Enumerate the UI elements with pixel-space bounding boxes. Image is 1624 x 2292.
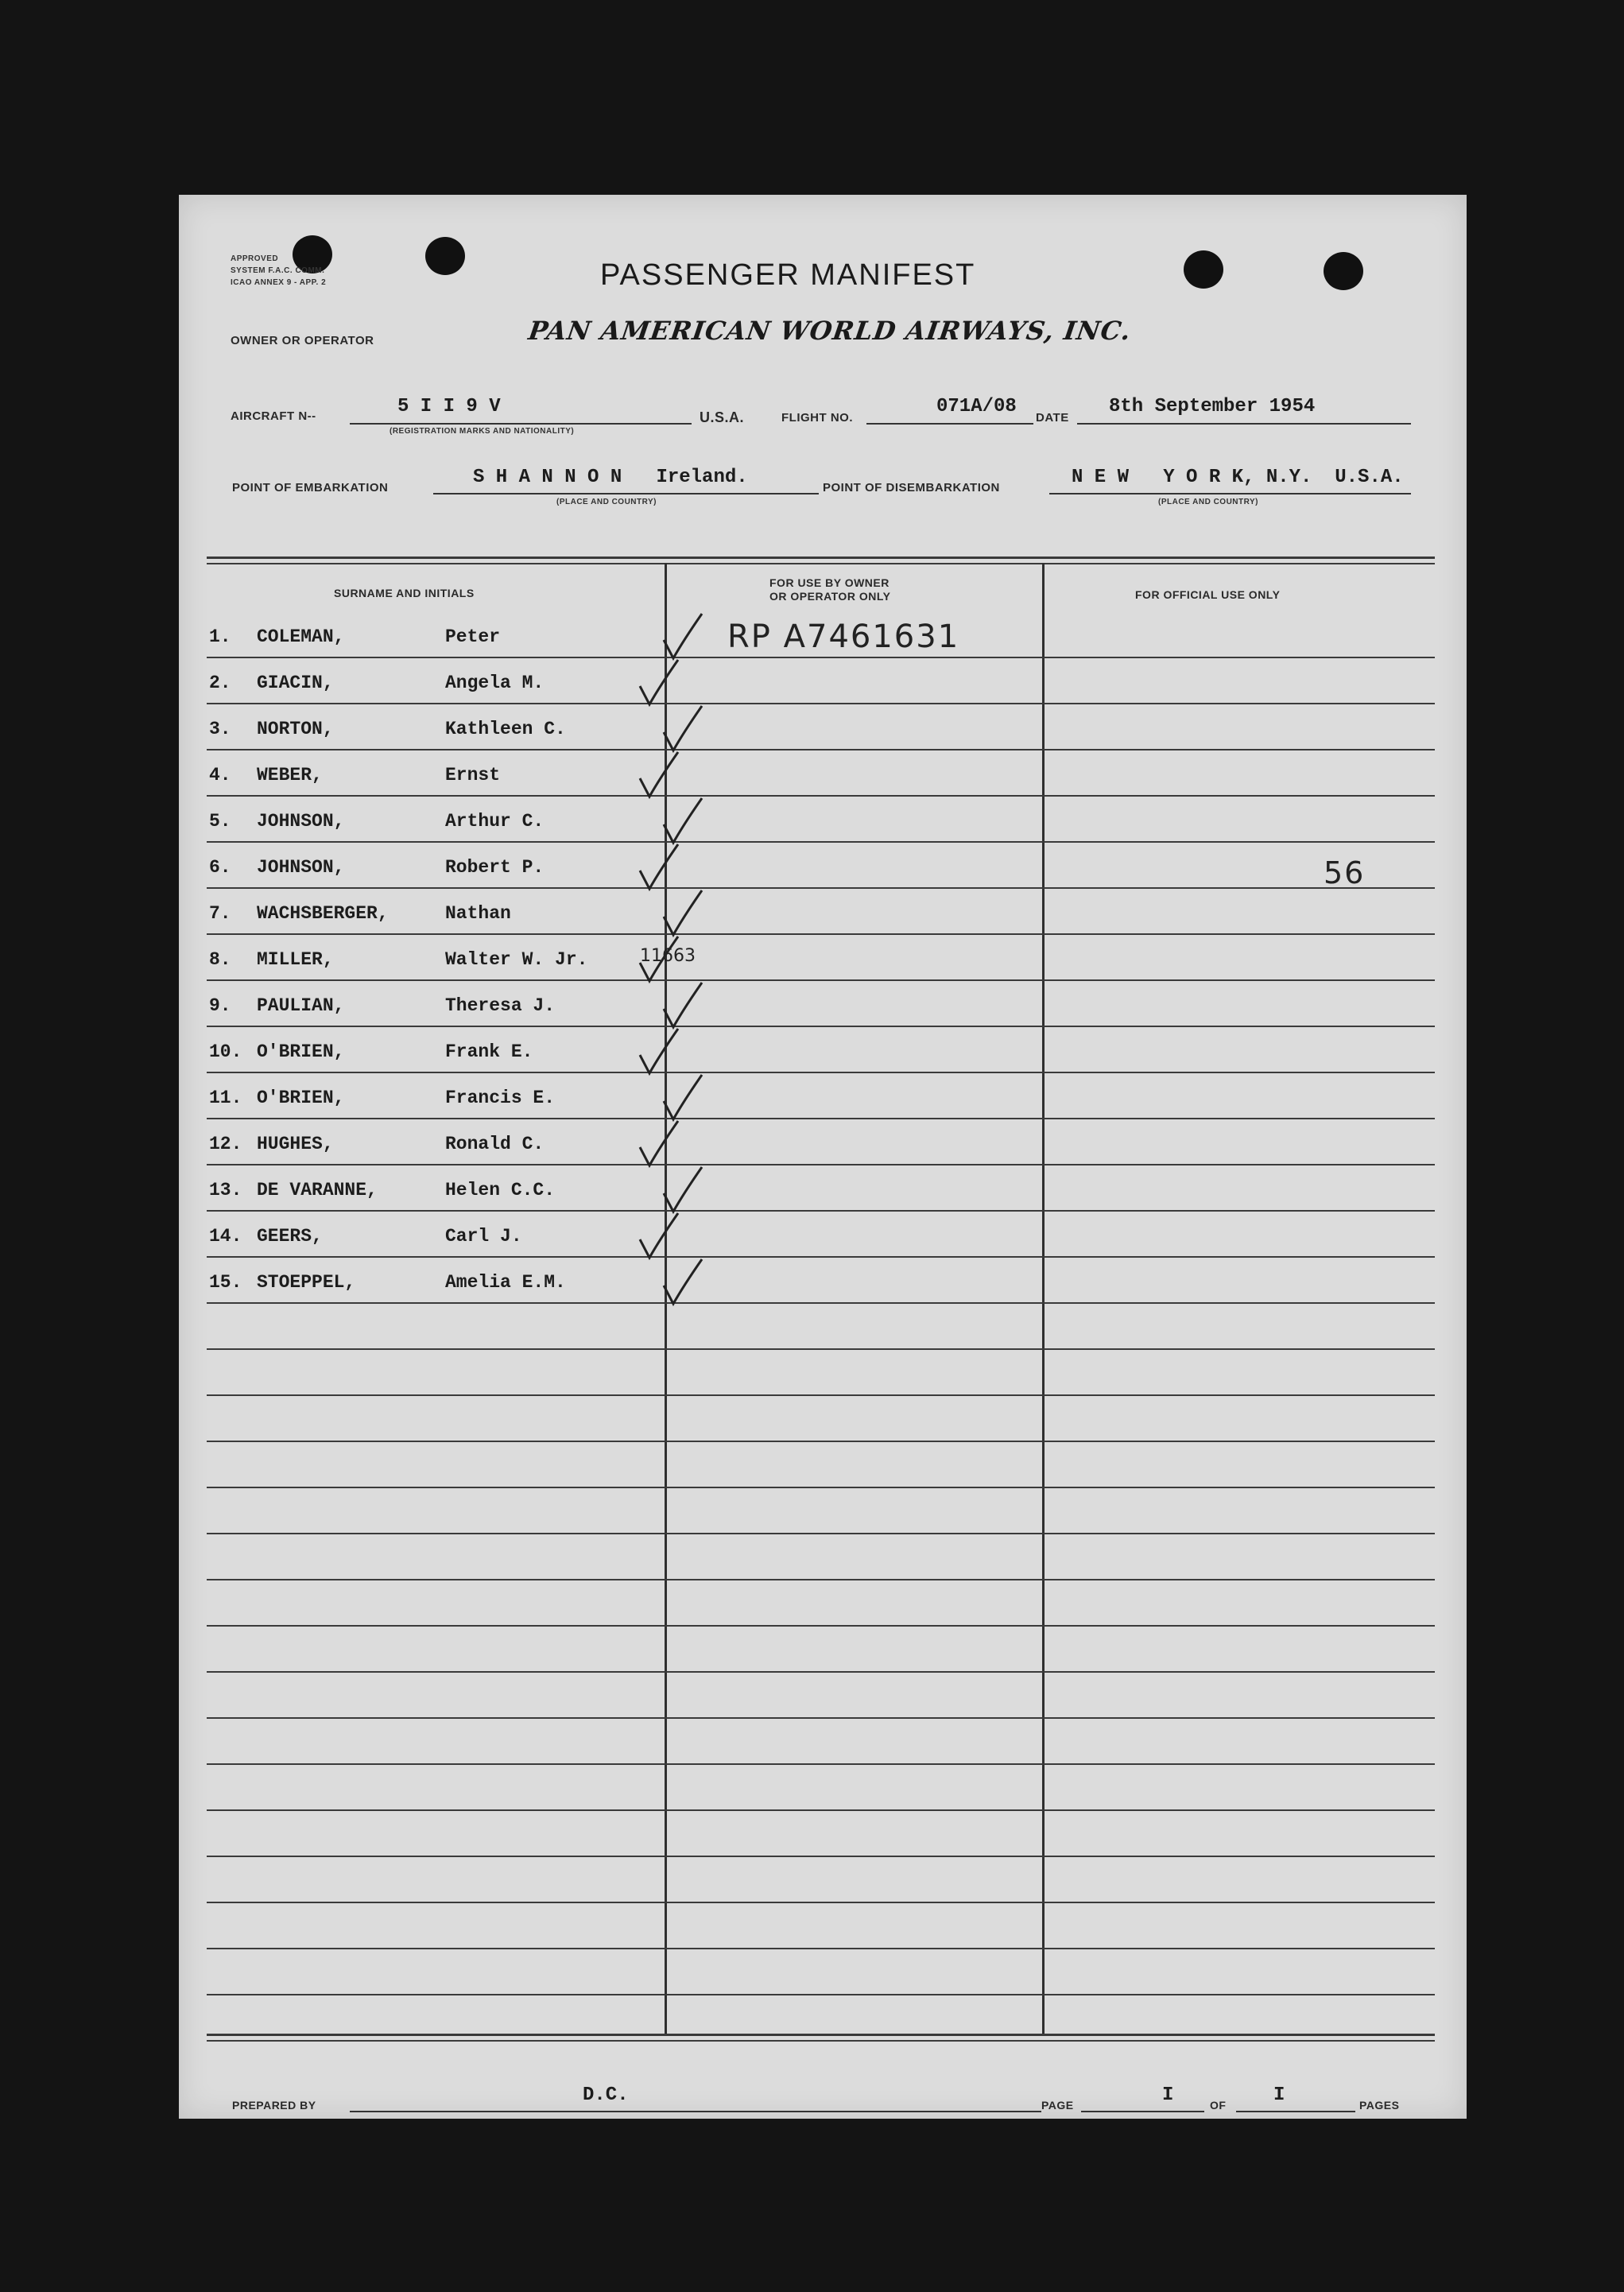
row-rule — [207, 795, 1435, 797]
disembarkation-caption: (PLACE AND COUNTRY) — [1158, 498, 1258, 506]
airline-name: PAN AMERICAN WORLD AIRWAYS, INC. — [526, 316, 1134, 346]
passenger-number: 8. — [209, 949, 231, 970]
passenger-given-names: Helen C.C. — [445, 1180, 556, 1200]
page-number: I — [1162, 2085, 1174, 2106]
passenger-number: 13. — [209, 1180, 242, 1200]
row-rule — [207, 887, 1435, 889]
header-owner-use-1: FOR USE BY OWNER — [769, 576, 890, 589]
embarkation-caption: (PLACE AND COUNTRY) — [556, 498, 657, 506]
row-rule — [207, 1948, 1435, 1949]
disembarkation-underline — [1049, 493, 1411, 494]
prepared-by-label: PREPARED BY — [232, 2099, 316, 2112]
passenger-given-names: Angela M. — [445, 673, 545, 693]
passenger-number: 1. — [209, 626, 231, 647]
passenger-number: 4. — [209, 765, 231, 785]
passenger-given-names: Walter W. Jr. — [445, 949, 588, 970]
row-rule — [207, 1533, 1435, 1534]
passenger-surname: O'BRIEN, — [257, 1088, 345, 1108]
row-rule — [207, 841, 1435, 843]
row-rule — [207, 703, 1435, 704]
passenger-surname: O'BRIEN, — [257, 1041, 345, 1062]
passenger-surname: GEERS, — [257, 1226, 323, 1247]
row-rule — [207, 1164, 1435, 1165]
embarkation-place: S H A N N O N Ireland. — [473, 467, 748, 488]
row-rule — [207, 1072, 1435, 1073]
punch-hole-4 — [1324, 252, 1363, 290]
column-divider-1 — [665, 563, 667, 2034]
table-top-rule-1 — [207, 557, 1435, 559]
passenger-number: 10. — [209, 1041, 242, 1062]
column-divider-2 — [1042, 563, 1045, 2034]
flight-underline — [866, 423, 1033, 425]
row-rule — [207, 1256, 1435, 1258]
passenger-given-names: Peter — [445, 626, 501, 647]
passenger-surname: COLEMAN, — [257, 626, 345, 647]
passenger-surname: HUGHES, — [257, 1134, 334, 1154]
aircraft-label: AIRCRAFT N-- — [231, 409, 316, 423]
table-top-rule-2 — [207, 563, 1435, 564]
disembarkation-label: POINT OF DISEMBARKATION — [823, 481, 1000, 494]
row-rule — [207, 1487, 1435, 1488]
header-official-use: FOR OFFICIAL USE ONLY — [1135, 588, 1281, 601]
row-rule — [207, 1302, 1435, 1304]
flight-date: 8th September 1954 — [1109, 396, 1316, 417]
row-rule — [207, 1118, 1435, 1119]
approval-line-3: ICAO ANNEX 9 - APP. 2 — [231, 278, 327, 287]
pages-label: PAGES — [1359, 2099, 1400, 2112]
row-rule — [207, 1210, 1435, 1212]
row8-handwritten-note: 11663 — [640, 946, 696, 966]
passenger-given-names: Frank E. — [445, 1041, 533, 1062]
official-handwritten-note: 56 — [1324, 855, 1366, 890]
passenger-given-names: Carl J. — [445, 1226, 522, 1247]
prepared-by-value: D.C. — [583, 2085, 629, 2106]
country-label: U.S.A. — [700, 409, 745, 425]
passenger-given-names: Francis E. — [445, 1088, 556, 1108]
flight-number: 071A/08 — [936, 396, 1017, 417]
registration-caption: (REGISTRATION MARKS AND NATIONALITY) — [390, 427, 575, 436]
passenger-number: 2. — [209, 673, 231, 693]
passenger-given-names: Theresa J. — [445, 995, 556, 1016]
punch-hole-2 — [425, 237, 465, 275]
row-rule — [207, 657, 1435, 658]
row-rule — [207, 933, 1435, 935]
passenger-given-names: Arthur C. — [445, 811, 545, 832]
row-rule — [207, 749, 1435, 750]
passenger-number: 11. — [209, 1088, 242, 1108]
page-label: PAGE — [1041, 2099, 1074, 2112]
passenger-number: 12. — [209, 1134, 242, 1154]
passenger-surname: NORTON, — [257, 719, 334, 739]
passenger-number: 3. — [209, 719, 231, 739]
header-surname: SURNAME AND INITIALS — [334, 587, 475, 599]
prepared-by-underline — [350, 2111, 1041, 2112]
passenger-surname: PAULIAN, — [257, 995, 345, 1016]
row-rule — [207, 1026, 1435, 1027]
passenger-number: 9. — [209, 995, 231, 1016]
row-rule — [207, 1579, 1435, 1580]
approval-line-2: SYSTEM F.A.C. COMM. — [231, 266, 325, 275]
pages-underline — [1236, 2111, 1355, 2112]
owner-operator-label: OWNER OR OPERATOR — [231, 334, 374, 347]
disembarkation-place: N E W Y O R K, N.Y. U.S.A. — [1072, 467, 1404, 488]
embarkation-underline — [433, 493, 819, 494]
owner-handwritten-note: RP A7461631 — [727, 619, 960, 655]
date-underline — [1077, 423, 1411, 425]
page-total: I — [1273, 2085, 1285, 2106]
row-rule — [207, 2040, 1435, 2042]
passenger-surname: WACHSBERGER, — [257, 903, 389, 924]
aircraft-registration: 5 I I 9 V — [397, 396, 501, 417]
page-underline — [1081, 2111, 1204, 2112]
approval-line-1: APPROVED — [231, 254, 279, 263]
passenger-number: 5. — [209, 811, 231, 832]
passenger-surname: DE VARANNE, — [257, 1180, 378, 1200]
row-rule — [207, 1809, 1435, 1811]
row-rule — [207, 979, 1435, 981]
row-rule — [207, 1625, 1435, 1627]
passenger-number: 14. — [209, 1226, 242, 1247]
passenger-surname: STOEPPEL, — [257, 1272, 356, 1293]
row-rule — [207, 1348, 1435, 1350]
passenger-surname: JOHNSON, — [257, 857, 345, 878]
row-rule — [207, 1902, 1435, 1903]
passenger-given-names: Amelia E.M. — [445, 1272, 566, 1293]
passenger-number: 7. — [209, 903, 231, 924]
flight-label: FLIGHT NO. — [781, 411, 853, 425]
row-rule — [207, 1763, 1435, 1765]
registration-underline — [350, 423, 692, 425]
header-owner-use-2: OR OPERATOR ONLY — [769, 590, 891, 603]
passenger-given-names: Ronald C. — [445, 1134, 545, 1154]
row-rule — [207, 1671, 1435, 1673]
passenger-surname: GIACIN, — [257, 673, 334, 693]
row-rule — [207, 1994, 1435, 1995]
row-rule — [207, 1394, 1435, 1396]
passenger-given-names: Kathleen C. — [445, 719, 566, 739]
passenger-number: 15. — [209, 1272, 242, 1293]
date-label: DATE — [1036, 411, 1069, 425]
passenger-given-names: Robert P. — [445, 857, 545, 878]
punch-hole-3 — [1184, 250, 1223, 289]
passenger-given-names: Ernst — [445, 765, 501, 785]
passenger-number: 6. — [209, 857, 231, 878]
row-rule — [207, 1717, 1435, 1719]
of-label: OF — [1210, 2099, 1227, 2112]
row-rule — [207, 1441, 1435, 1442]
row-rule — [207, 1856, 1435, 1857]
form-title: PASSENGER MANIFEST — [600, 258, 976, 292]
passenger-surname: MILLER, — [257, 949, 334, 970]
passenger-surname: WEBER, — [257, 765, 323, 785]
passenger-surname: JOHNSON, — [257, 811, 345, 832]
embarkation-label: POINT OF EMBARKATION — [232, 481, 389, 494]
passenger-given-names: Nathan — [445, 903, 511, 924]
table-bottom-rule-1 — [207, 2034, 1435, 2036]
